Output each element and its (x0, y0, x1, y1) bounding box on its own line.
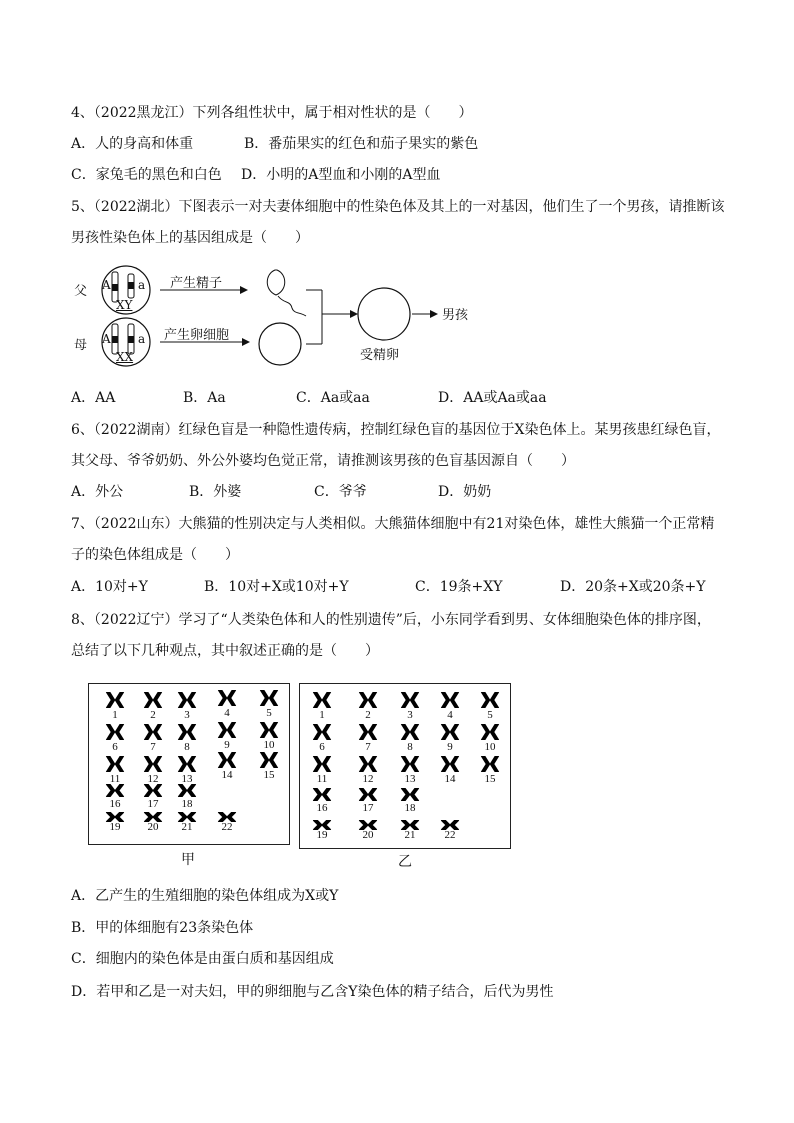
q4-option-d: D．小明的A型血和小刚的A型血 (241, 167, 441, 183)
jia-chromosome-number: 19 (109, 821, 121, 833)
father-gene-left: A (102, 278, 111, 292)
jia-chromosome-number: 22 (221, 821, 233, 833)
yi-chromosome-number: 10 (484, 741, 496, 753)
yi-chromosome-number: 4 (447, 709, 453, 721)
jia-chromosome-number: 3 (184, 709, 190, 721)
q6-stem-line1: 6、（2022湖南）红绿色盲是一种隐性遗传病，控制红绿色盲的基因位于X染色体上。某男孩患红绿色盲， (71, 422, 721, 438)
father-gene-band-b (128, 282, 134, 289)
yi-chromosome-number: 21 (404, 829, 416, 841)
egg-cell (259, 323, 301, 365)
yi-chromosome-number: 1 (319, 709, 325, 721)
yi-chromosome-number: 13 (404, 773, 416, 785)
mother-gene-band-b (128, 336, 134, 343)
yi-chromosome-number: 8 (407, 741, 413, 753)
yi-chromosome-number: 18 (404, 802, 416, 814)
jia-chromosome-number: 1 (112, 709, 118, 721)
jia-chromosome-number: 17 (147, 798, 159, 810)
jia-chromosome-number: 18 (181, 798, 193, 810)
q5-genetics-diagram (70, 262, 490, 372)
arrow-egg-head (242, 338, 250, 346)
q8-option-a: A．乙产生的生殖细胞的染色体组成为X或Y (71, 888, 339, 904)
arrow-sperm-head (240, 286, 248, 294)
sperm-tail (278, 296, 306, 316)
jia-chromosome-number: 6 (112, 741, 118, 753)
father-gene-right: a (138, 278, 146, 292)
q4-option-a: A．人的身高和体重 (71, 136, 194, 152)
jia-chromosome-number: 16 (109, 798, 121, 810)
q7-option-c: C．19条+XY (415, 579, 503, 595)
q6-option-c: C．爷爷 (314, 484, 367, 500)
q5-option-a: A．AA (71, 390, 116, 406)
yi-chromosome-number: 19 (316, 829, 328, 841)
mother-chromosome-label: XX (116, 350, 134, 364)
jia-chromosome-number: 2 (150, 709, 156, 721)
yi-chromosome-number: 17 (362, 802, 374, 814)
karyotype-panel-yi (299, 683, 511, 849)
yi-chromosome-number: 11 (316, 773, 328, 785)
yi-chromosome-number: 20 (362, 829, 374, 841)
q6-option-d: D．奶奶 (438, 484, 492, 500)
jia-chromosome-number: 8 (184, 741, 190, 753)
yi-chromosome-number: 16 (316, 802, 328, 814)
karyotype-caption-yi: 乙 (398, 854, 412, 870)
q5-option-d: D．AA或Aa或aa (438, 390, 547, 406)
q5-option-c: C．Aa或aa (296, 390, 370, 406)
q8-stem-line2: 总结了以下几种观点，其中叙述正确的是（ ） (71, 643, 379, 659)
yi-chromosome-number: 5 (487, 709, 493, 721)
mother-gene-right: a (138, 332, 146, 346)
jia-chromosome-number: 15 (263, 769, 275, 781)
sperm-head (267, 270, 285, 295)
jia-chromosome-number: 9 (224, 739, 230, 751)
jia-chromosome-number: 12 (147, 773, 159, 785)
q6-stem-line2: 其父母、爷爷奶奶、外公外婆均色觉正常，请推测该男孩的色盲基因源自（ ） (71, 453, 575, 469)
arrow-to-zygote-head (350, 310, 358, 318)
q4-stem: 4、（2022黑龙江）下列各组性状中，属于相对性状的是（ ） (71, 105, 473, 121)
karyotype-panel-jia (88, 683, 290, 845)
q7-stem-line1: 7、（2022山东）大熊猫的性别决定与人类相似。大熊猫体细胞中有21对染色体，雄性大熊猫一个正常精 (71, 516, 715, 532)
jia-chromosome-number: 5 (266, 707, 272, 719)
father-label: 父 (74, 284, 88, 299)
q4-option-c: C．家兔毛的黑色和白色 (71, 167, 222, 183)
q8-option-d: D．若甲和乙是一对夫妇，甲的卵细胞与乙含Y染色体的精子结合，后代为男性 (71, 984, 554, 1000)
q8-stem-line1: 8、（2022辽宁）学习了“人类染色体和人的性别遗传”后，小东同学看到男、女体细胞染色体的排序图， (71, 612, 711, 628)
father-gene-band-a (112, 284, 118, 291)
q7-option-b: B．10对+X或10对+Y (204, 579, 349, 595)
q7-stem-line2: 子的染色体组成是（ ） (71, 547, 239, 563)
q7-option-d: D．20条+X或20条+Y (560, 579, 706, 595)
jia-chromosome-number: 13 (181, 773, 193, 785)
yi-chromosome-number: 2 (365, 709, 371, 721)
arrow-to-boy-head (430, 310, 438, 318)
jia-chromosome-number: 14 (221, 769, 233, 781)
zygote-cell (358, 288, 410, 340)
yi-chromosome-number: 22 (444, 829, 456, 841)
yi-chromosome-number: 14 (444, 773, 456, 785)
jia-chromosome-number: 10 (263, 739, 275, 751)
q5-option-b: B．Aa (183, 390, 226, 406)
q6-option-b: B．外婆 (189, 484, 242, 500)
zygote-label: 受精卵 (360, 348, 400, 363)
jia-chromosome-number: 4 (224, 707, 230, 719)
father-chromosome-label: XY (116, 298, 133, 312)
jia-chromosome-number: 11 (109, 773, 121, 785)
yi-chromosome-number: 7 (365, 741, 371, 753)
jia-chromosome-number: 20 (147, 821, 159, 833)
mother-label: 母 (74, 338, 88, 353)
jia-chromosome-number: 7 (150, 741, 156, 753)
q7-option-a: A．10对+Y (71, 579, 148, 595)
produce-sperm-label: 产生精子 (170, 276, 223, 291)
yi-chromosome-number: 15 (484, 773, 496, 785)
yi-chromosome-number: 9 (447, 741, 453, 753)
jia-chromosome-number: 21 (181, 821, 193, 833)
yi-chromosome-number: 3 (407, 709, 413, 721)
q5-stem-line2: 男孩性染色体上的基因组成是（ ） (71, 230, 309, 246)
produce-egg-label: 产生卵细胞 (164, 328, 230, 343)
q8-option-c: C．细胞内的染色体是由蛋白质和基因组成 (71, 951, 334, 967)
q5-stem-line1: 5、（2022湖北）下图表示一对夫妻体细胞中的性染色体及其上的一对基因，他们生了一个男孩，请推断该 (71, 199, 725, 215)
karyotype-caption-jia: 甲 (181, 852, 195, 868)
q6-option-a: A．外公 (71, 484, 124, 500)
yi-chromosome-number: 6 (319, 741, 325, 753)
boy-label: 男孩 (442, 308, 469, 323)
q8-option-b: B．甲的体细胞有23条染色体 (71, 920, 254, 936)
yi-chromosome-number: 12 (362, 773, 374, 785)
mother-gene-left: A (102, 332, 111, 346)
q4-option-b: B．番茄果实的红色和茄子果实的紫色 (244, 136, 479, 152)
mother-gene-band-a (112, 336, 118, 343)
